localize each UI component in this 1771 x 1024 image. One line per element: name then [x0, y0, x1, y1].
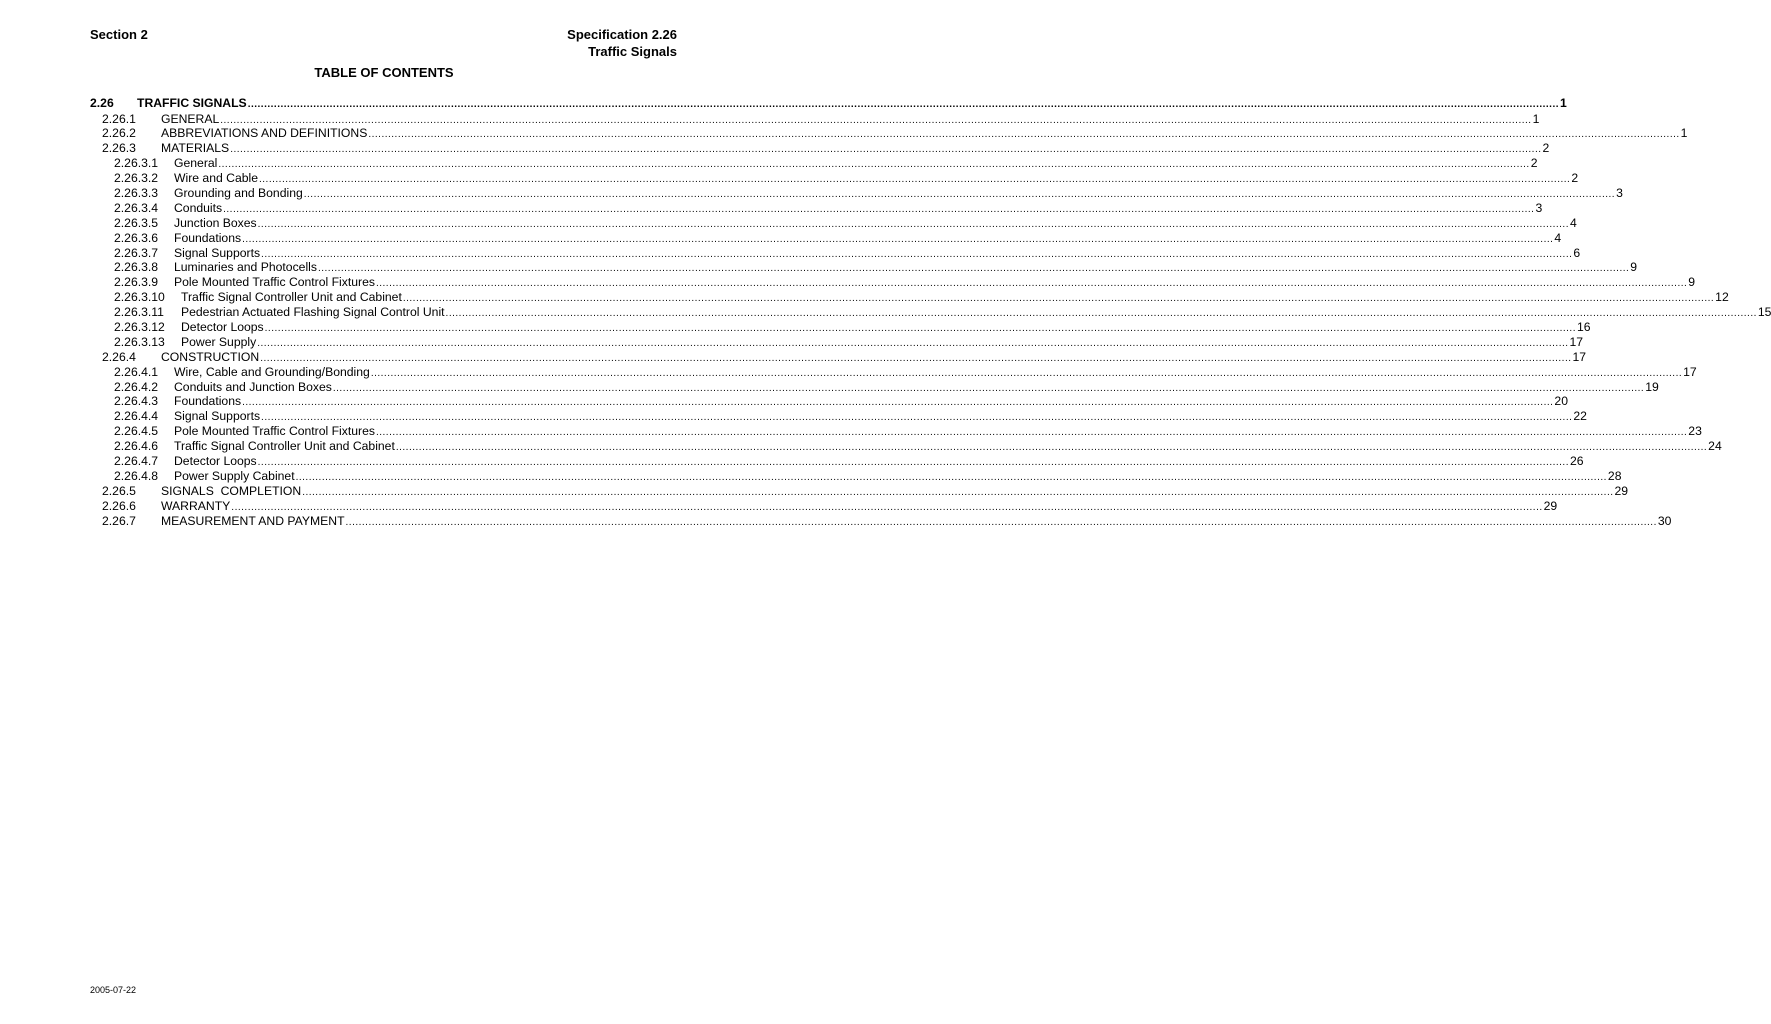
toc-entry-number: 2.26.3.10	[114, 290, 165, 305]
dot-leader: ................................................................................................................................................................................................................................................................................................................................................................................................................	[402, 293, 1715, 305]
toc-entry-number: 2.26.3.7	[114, 245, 159, 260]
toc-entry[interactable]	[90, 439, 1722, 454]
toc-heading: TABLE OF CONTENTS	[314, 65, 454, 80]
toc-entry-page: 17	[1572, 349, 1587, 364]
dot-leader: ................................................................................................................................................................................................................................................................................................................................................................................................................	[218, 159, 1530, 171]
dot-leader: ................................................................................................................................................................................................................................................................................................................................................................................................................	[257, 456, 1569, 468]
toc-entry-number: 2.26.4.6	[114, 439, 159, 454]
toc-entry-number: 2.26.3.12	[114, 319, 165, 334]
toc-entry-number: 2.26.4.3	[114, 394, 159, 409]
toc-entry-number: 2.26.3.9	[114, 275, 159, 290]
dot-leader: ................................................................................................................................................................................................................................................................................................................................................................................................................	[303, 188, 1616, 200]
toc-entry-title: ABBREVIATIONS AND DEFINITIONS	[161, 126, 368, 141]
toc-entry-page: 26	[1569, 453, 1584, 468]
toc-entry[interactable]	[90, 334, 1584, 350]
toc-entry-title: Junction Boxes	[174, 215, 257, 230]
toc-entry[interactable]	[90, 409, 1587, 424]
dot-leader: ................................................................................................................................................................................................................................................................................................................................................................................................................	[247, 99, 1560, 110]
toc-entry-title: TRAFFIC SIGNALS	[137, 96, 247, 110]
footer-date: 2005-07-22	[90, 985, 137, 995]
toc-entry-title: Wire and Cable	[174, 171, 258, 186]
toc-entry-number: 2.26.2	[102, 126, 136, 141]
toc-entry[interactable]	[90, 453, 1584, 469]
dot-leader: ................................................................................................................................................................................................................................................................................................................................................................................................................	[295, 471, 1607, 483]
toc-entry-title: Detector Loops	[181, 319, 264, 334]
toc-entry-leader	[161, 513, 1672, 531]
toc-entry[interactable]	[90, 513, 1672, 529]
toc-entry-title: Luminaries and Photocells	[174, 260, 317, 275]
toc-entry-page: 17	[1683, 364, 1697, 379]
spec-number: Specification 2.26	[567, 27, 677, 42]
toc-entry[interactable]	[90, 394, 1568, 409]
toc-entry-page: 29	[1614, 483, 1629, 498]
toc-entry-title: WARRANTY	[161, 498, 231, 513]
toc-entry-number: 2.26.3.1	[114, 156, 159, 171]
toc-entry-title: Foundations	[174, 394, 242, 409]
toc-entry-page: 6	[1573, 245, 1581, 260]
toc-entry-number: 2.26.6	[102, 498, 136, 513]
dot-leader: ................................................................................................................................................................................................................................................................................................................................................................................................................	[375, 278, 1688, 290]
toc-entry-number: 2.26.4.4	[114, 409, 159, 424]
toc-entry-page: 4	[1569, 215, 1577, 230]
toc-entry-title: Detector Loops	[174, 453, 257, 468]
toc-entry-number: 2.26.3.8	[114, 260, 159, 275]
toc-entry-number: 2.26.4	[102, 349, 136, 364]
toc-entry-page: 20	[1554, 394, 1568, 409]
toc-entry-title: Traffic Signal Controller Unit and Cabinet	[174, 439, 395, 454]
toc-entry-page: 15	[1757, 305, 1771, 320]
toc-entry-page: 2	[1571, 171, 1579, 186]
dot-leader: ................................................................................................................................................................................................................................................................................................................................................................................................................	[261, 412, 1573, 424]
dot-leader: ................................................................................................................................................................................................................................................................................................................................................................................................................	[370, 367, 1683, 379]
toc-entry-page: 1	[1680, 126, 1688, 141]
toc-entry-number: 2.26.3.2	[114, 171, 159, 186]
toc-entry-page: 16	[1576, 319, 1591, 334]
toc-entry[interactable]	[90, 215, 1577, 231]
toc-entry-number: 2.26.1	[102, 111, 136, 126]
toc-entry-number: 2.26.3	[102, 141, 136, 156]
toc-entry-number: 2.26.7	[102, 513, 136, 528]
toc-entry-page: 28	[1607, 468, 1622, 483]
toc-entry-page: 30	[1657, 513, 1672, 528]
toc-entry-title: Conduits	[174, 200, 223, 215]
dot-leader: ................................................................................................................................................................................................................................................................................................................................................................................................................	[264, 322, 1576, 334]
dot-leader: ................................................................................................................................................................................................................................................................................................................................................................................................................	[230, 144, 1542, 156]
toc-entry-page: 12	[1715, 290, 1729, 305]
toc-entry-title: Wire, Cable and Grounding/Bonding	[174, 364, 370, 379]
dot-leader: ................................................................................................................................................................................................................................................................................................................................................................................................................	[345, 516, 1657, 528]
toc-entry[interactable]	[90, 96, 1567, 112]
toc-entry-page: 9	[1630, 260, 1638, 275]
toc-entry-page: 22	[1573, 409, 1587, 424]
dot-leader: ................................................................................................................................................................................................................................................................................................................................................................................................................	[223, 203, 1535, 215]
spec-title: Traffic Signals	[588, 43, 677, 59]
toc-entry-title: Power Supply Cabinet	[174, 468, 295, 483]
dot-leader: ................................................................................................................................................................................................................................................................................................................................................................................................................	[257, 218, 1569, 230]
toc-entry-title: MATERIALS	[161, 141, 230, 156]
dot-leader: ................................................................................................................................................................................................................................................................................................................................................................................................................	[242, 233, 1554, 245]
dot-leader: ................................................................................................................................................................................................................................................................................................................................................................................................................	[257, 337, 1569, 349]
toc-entry[interactable]	[90, 349, 1587, 365]
dot-leader: ................................................................................................................................................................................................................................................................................................................................................................................................................	[368, 129, 1680, 141]
dot-leader: ................................................................................................................................................................................................................................................................................................................................................................................................................	[231, 501, 1543, 513]
toc-entry[interactable]	[90, 126, 1688, 141]
toc-entry-number: 2.26.3.6	[114, 230, 159, 245]
toc-entry[interactable]	[90, 483, 1629, 499]
toc-entry-page: 3	[1616, 185, 1623, 200]
toc-entry-title: Pedestrian Actuated Flashing Signal Control Unit	[181, 305, 445, 320]
toc-entry-page: 23	[1688, 424, 1702, 439]
toc-entry[interactable]	[90, 260, 1638, 275]
toc-entry-title: SIGNALS COMPLETION	[161, 483, 302, 498]
dot-leader: ................................................................................................................................................................................................................................................................................................................................................................................................................	[220, 114, 1532, 126]
toc-entry-page: 2	[1542, 141, 1550, 156]
toc-entry-title: General	[174, 156, 218, 171]
toc-entry-title: Grounding and Bonding	[174, 185, 303, 200]
toc-entry-title: Traffic Signal Controller Unit and Cabinet	[181, 290, 402, 305]
toc-entry[interactable]	[90, 185, 1623, 201]
toc-entry[interactable]	[90, 498, 1558, 514]
toc-entry[interactable]	[90, 141, 1550, 156]
toc-entry-number: 2.26.3.11	[114, 305, 164, 320]
toc-entry-number: 2.26.3.13	[114, 334, 165, 349]
toc-entry-number: 2.26	[90, 96, 114, 110]
toc-entry[interactable]	[90, 111, 1540, 127]
dot-leader: ................................................................................................................................................................................................................................................................................................................................................................................................................	[242, 397, 1554, 409]
toc-entry-number: 2.26.4.7	[114, 453, 159, 468]
toc-entry[interactable]	[90, 305, 1771, 320]
toc-entry-title: Foundations	[174, 230, 242, 245]
toc-entry-title: Signal Supports	[174, 245, 261, 260]
spec-header	[567, 27, 677, 60]
dot-leader: ................................................................................................................................................................................................................................................................................................................................................................................................................	[317, 263, 1630, 275]
toc-entry-page: 24	[1708, 439, 1722, 454]
toc-entry-number: 2.26.4.2	[114, 379, 159, 394]
toc-entry-page: 1	[1532, 111, 1540, 126]
dot-leader: ................................................................................................................................................................................................................................................................................................................................................................................................................	[302, 486, 1614, 498]
table-of-contents	[90, 96, 1771, 528]
toc-entry[interactable]	[90, 200, 1543, 216]
toc-entry[interactable]	[90, 245, 1581, 261]
toc-entry-title: CONSTRUCTION	[161, 349, 260, 364]
toc-entry-title: Pole Mounted Traffic Control Fixtures	[174, 275, 375, 290]
dot-leader: ................................................................................................................................................................................................................................................................................................................................................................................................................	[375, 427, 1688, 439]
toc-entry[interactable]	[90, 275, 1696, 290]
toc-entry[interactable]	[90, 230, 1562, 246]
toc-entry-title: GENERAL	[161, 111, 220, 126]
toc-entry-page: 19	[1645, 379, 1659, 394]
toc-entry-number: 2.26.3.3	[114, 185, 159, 200]
toc-entry-page: 2	[1530, 156, 1538, 171]
dot-leader: ................................................................................................................................................................................................................................................................................................................................................................................................................	[332, 382, 1645, 394]
toc-entry-leader	[137, 96, 1567, 113]
toc-entry-number: 2.26.3.5	[114, 215, 159, 230]
dot-leader: ................................................................................................................................................................................................................................................................................................................................................................................................................	[445, 308, 1757, 320]
toc-entry-page: 17	[1569, 334, 1584, 349]
toc-entry-page: 9	[1688, 275, 1696, 290]
toc-entry-title: Power Supply	[181, 334, 257, 349]
toc-entry[interactable]	[90, 424, 1702, 439]
toc-entry[interactable]	[90, 364, 1697, 380]
toc-entry[interactable]	[90, 468, 1622, 484]
toc-entry-number: 2.26.4.5	[114, 424, 159, 439]
section-label: Section 2	[90, 27, 148, 42]
toc-entry-number: 2.26.4.8	[114, 468, 159, 483]
toc-entry-number: 2.26.5	[102, 483, 136, 498]
toc-entry-number: 2.26.4.1	[114, 364, 159, 379]
toc-entry[interactable]	[90, 379, 1659, 395]
dot-leader: ................................................................................................................................................................................................................................................................................................................................................................................................................	[261, 248, 1573, 260]
toc-entry-title: Conduits and Junction Boxes	[174, 379, 332, 394]
toc-entry-title: Pole Mounted Traffic Control Fixtures	[174, 424, 375, 439]
toc-entry[interactable]	[90, 290, 1729, 305]
toc-entry-page: 29	[1543, 498, 1558, 513]
toc-entry[interactable]	[90, 319, 1591, 335]
toc-entry-title: Signal Supports	[174, 409, 261, 424]
dot-leader: ................................................................................................................................................................................................................................................................................................................................................................................................................	[260, 352, 1572, 364]
dot-leader: ................................................................................................................................................................................................................................................................................................................................................................................................................	[395, 442, 1708, 454]
toc-entry-number: 2.26.3.4	[114, 200, 159, 215]
toc-entry-page: 3	[1535, 200, 1543, 215]
toc-entry-page: 4	[1554, 230, 1562, 245]
toc-entry[interactable]	[90, 156, 1538, 171]
toc-entry-title: MEASUREMENT AND PAYMENT	[161, 513, 345, 528]
dot-leader: ................................................................................................................................................................................................................................................................................................................................................................................................................	[259, 174, 1571, 186]
toc-entry-page: 1	[1560, 96, 1567, 110]
toc-entry[interactable]	[90, 171, 1579, 186]
